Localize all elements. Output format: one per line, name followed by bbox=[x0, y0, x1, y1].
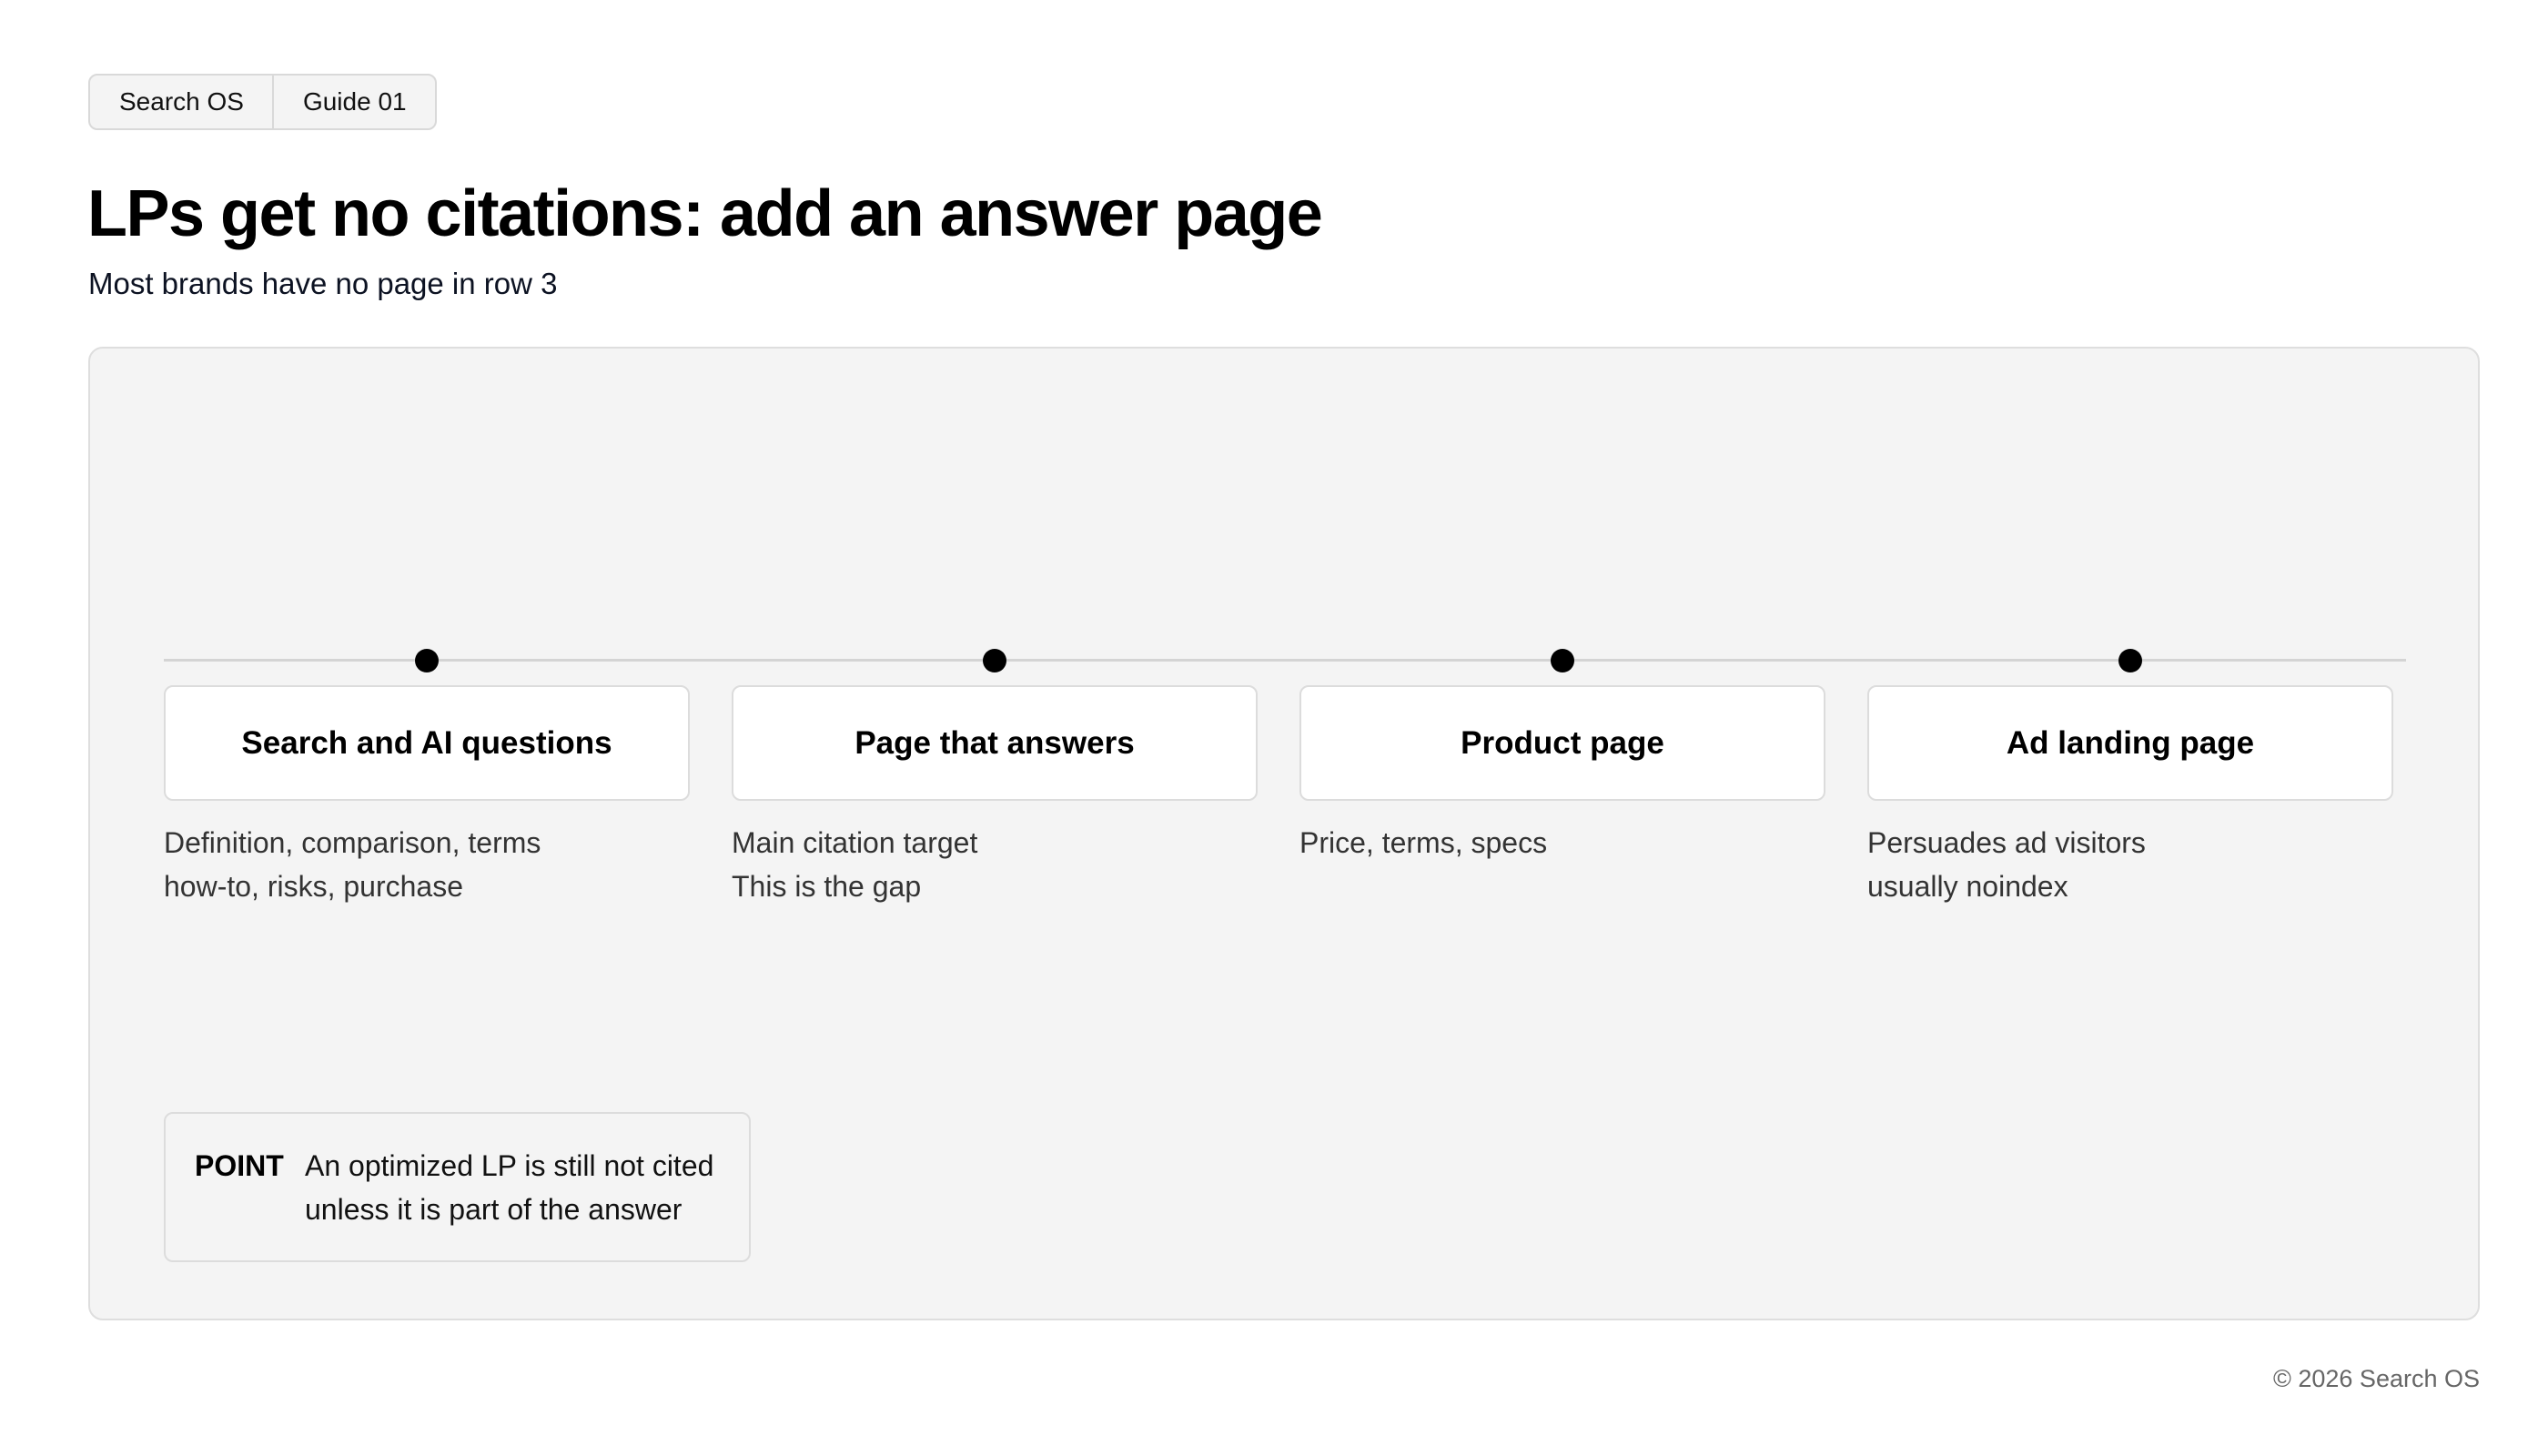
point-callout bbox=[164, 1112, 751, 1262]
stage-description-line: Price, terms, specs bbox=[1299, 826, 1548, 859]
stage-description-product-page bbox=[1299, 821, 1825, 864]
page-title: LPs get no citations: add an answer page bbox=[87, 177, 1322, 250]
point-text-line: An optimized LP is still not cited bbox=[305, 1149, 714, 1182]
footer-copyright: © 2026 Search OS bbox=[2272, 1365, 2480, 1392]
breadcrumb-item-guide[interactable]: Guide 01 bbox=[272, 76, 435, 128]
point-label: POINT bbox=[195, 1149, 284, 1182]
stage-description-questions bbox=[164, 821, 690, 908]
stage-description-line: This is the gap bbox=[732, 870, 922, 903]
stage-description-line: Persuades ad visitors bbox=[1867, 826, 2146, 859]
stage-dot-4 bbox=[2118, 649, 2142, 672]
stage-description-line: usually noindex bbox=[1867, 870, 2068, 903]
diagram-panel bbox=[88, 347, 2480, 1320]
stage-description-line: Definition, comparison, terms bbox=[164, 826, 541, 859]
stage-box-ad-landing-page: Ad landing page bbox=[1867, 685, 2393, 801]
point-text-line: unless it is part of the answer bbox=[305, 1193, 682, 1226]
stage-description-line: how-to, risks, purchase bbox=[164, 870, 464, 903]
stage-description-line: Main citation target bbox=[732, 826, 978, 859]
stage-box-answer-page: Page that answers bbox=[732, 685, 1258, 801]
stage-description-answer-page bbox=[732, 821, 1258, 908]
stage-dot-3 bbox=[1551, 649, 1574, 672]
stage-box-questions: Search and AI questions bbox=[164, 685, 690, 801]
point-text bbox=[305, 1144, 713, 1231]
stage-description-ad-landing-page bbox=[1867, 821, 2393, 908]
stage-dot-2 bbox=[983, 649, 1006, 672]
breadcrumb-item-search-os[interactable]: Search OS bbox=[119, 87, 244, 116]
timeline-line bbox=[164, 659, 2406, 662]
stage-dot-1 bbox=[415, 649, 439, 672]
stage-box-product-page: Product page bbox=[1299, 685, 1825, 801]
page-subtitle: Most brands have no page in row 3 bbox=[88, 267, 558, 300]
breadcrumb bbox=[88, 74, 437, 130]
